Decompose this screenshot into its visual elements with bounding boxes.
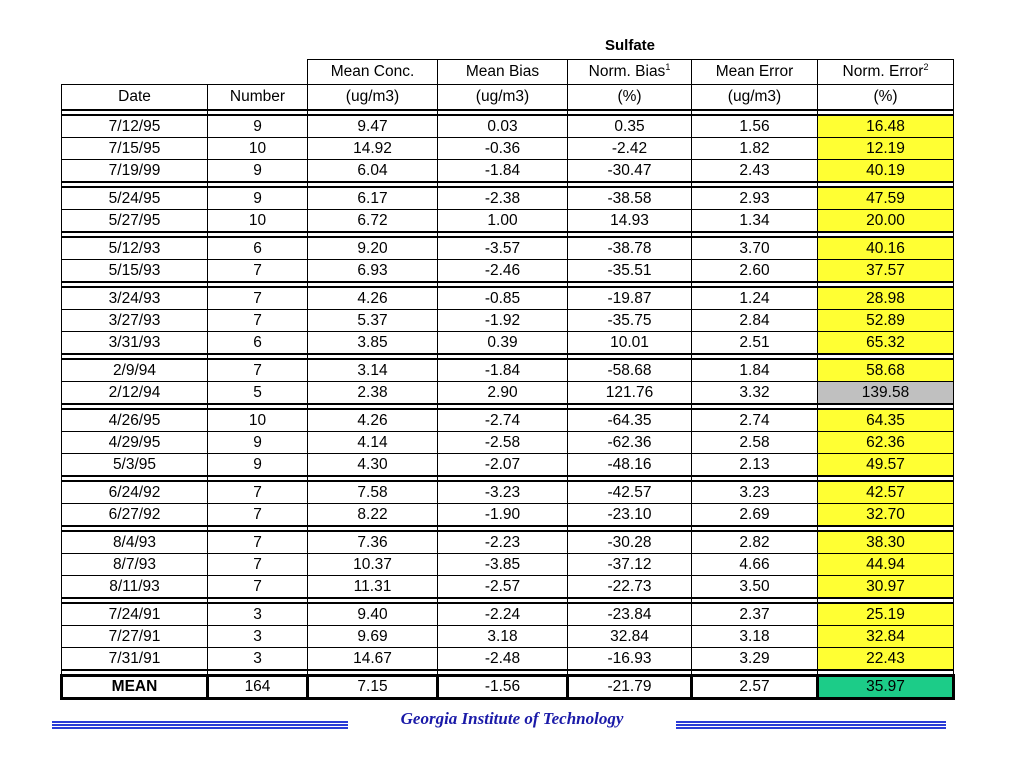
cell-mean-bias: -1.90 xyxy=(438,504,568,527)
cell-mean-error: 2.43 xyxy=(692,160,818,183)
cell-mean-error: 3.70 xyxy=(692,237,818,260)
cell-mean-conc: 7.58 xyxy=(308,481,438,504)
mean-mean-error: 2.57 xyxy=(692,676,818,699)
table-row xyxy=(62,454,954,477)
cell-mean-conc: 4.14 xyxy=(308,432,438,454)
footer-left-rule xyxy=(52,721,348,729)
cell-mean-conc: 7.36 xyxy=(308,531,438,554)
table-row xyxy=(62,554,954,576)
cell-norm-error: 28.98 xyxy=(818,287,954,310)
cell-mean-conc: 3.85 xyxy=(308,332,438,355)
cell-date: 7/15/95 xyxy=(62,138,208,160)
table-row xyxy=(62,576,954,599)
header-row-labels xyxy=(62,60,954,85)
cell-mean-error: 2.60 xyxy=(692,260,818,283)
cell-date: 3/31/93 xyxy=(62,332,208,355)
cell-mean-conc: 9.47 xyxy=(308,115,438,138)
table-row xyxy=(62,310,954,332)
cell-norm-bias: 121.76 xyxy=(568,382,692,405)
cell-date: 3/27/93 xyxy=(62,310,208,332)
cell-mean-conc: 2.38 xyxy=(308,382,438,405)
header-norm-error xyxy=(818,60,954,85)
header-mean-error: Mean Error xyxy=(692,60,818,85)
header-unit-mean-bias: (ug/m3) xyxy=(438,85,568,111)
cell-mean-conc: 6.17 xyxy=(308,187,438,210)
cell-mean-error: 2.74 xyxy=(692,409,818,432)
cell-date: 7/31/91 xyxy=(62,648,208,671)
cell-date: 5/3/95 xyxy=(62,454,208,477)
cell-norm-error: 40.19 xyxy=(818,160,954,183)
cell-norm-bias: -37.12 xyxy=(568,554,692,576)
cell-date: 8/7/93 xyxy=(62,554,208,576)
cell-date: 5/15/93 xyxy=(62,260,208,283)
cell-mean-error: 1.84 xyxy=(692,359,818,382)
cell-norm-bias: -48.16 xyxy=(568,454,692,477)
cell-date: 8/11/93 xyxy=(62,576,208,599)
cell-mean-bias: -1.84 xyxy=(438,160,568,183)
cell-mean-conc: 4.30 xyxy=(308,454,438,477)
cell-number: 7 xyxy=(208,554,308,576)
table-title: Sulfate xyxy=(604,37,655,54)
table-row xyxy=(62,531,954,554)
cell-mean-bias: -2.38 xyxy=(438,187,568,210)
cell-norm-error: 139.58 xyxy=(818,382,954,405)
cell-date: 5/24/95 xyxy=(62,187,208,210)
cell-date: 2/9/94 xyxy=(62,359,208,382)
cell-norm-error: 32.70 xyxy=(818,504,954,527)
cell-mean-bias: -2.07 xyxy=(438,454,568,477)
cell-mean-error: 3.32 xyxy=(692,382,818,405)
cell-norm-error: 25.19 xyxy=(818,603,954,626)
header-mean-bias: Mean Bias xyxy=(438,60,568,85)
cell-norm-bias: 32.84 xyxy=(568,626,692,648)
table-row xyxy=(62,648,954,671)
cell-mean-bias: -2.58 xyxy=(438,432,568,454)
cell-number: 10 xyxy=(208,138,308,160)
cell-mean-bias: -3.57 xyxy=(438,237,568,260)
table-row xyxy=(62,382,954,405)
table-row xyxy=(62,160,954,183)
cell-number: 7 xyxy=(208,287,308,310)
cell-mean-error: 2.13 xyxy=(692,454,818,477)
cell-mean-error: 2.93 xyxy=(692,187,818,210)
cell-norm-error: 52.89 xyxy=(818,310,954,332)
cell-date: 2/12/94 xyxy=(62,382,208,405)
cell-mean-error: 1.24 xyxy=(692,287,818,310)
cell-mean-bias: 1.00 xyxy=(438,210,568,233)
cell-number: 7 xyxy=(208,481,308,504)
cell-norm-bias: -38.78 xyxy=(568,237,692,260)
cell-number: 7 xyxy=(208,531,308,554)
cell-mean-conc: 6.72 xyxy=(308,210,438,233)
table-row xyxy=(62,260,954,283)
cell-mean-error: 3.23 xyxy=(692,481,818,504)
table-row xyxy=(62,187,954,210)
cell-mean-error: 1.56 xyxy=(692,115,818,138)
cell-mean-error: 2.84 xyxy=(692,310,818,332)
cell-mean-conc: 9.69 xyxy=(308,626,438,648)
cell-mean-conc: 9.20 xyxy=(308,237,438,260)
cell-norm-bias: -22.73 xyxy=(568,576,692,599)
cell-norm-error: 22.43 xyxy=(818,648,954,671)
cell-number: 7 xyxy=(208,310,308,332)
cell-norm-error: 40.16 xyxy=(818,237,954,260)
cell-mean-bias: -3.23 xyxy=(438,481,568,504)
cell-number: 9 xyxy=(208,115,308,138)
cell-number: 10 xyxy=(208,210,308,233)
mean-number: 164 xyxy=(208,676,308,699)
cell-mean-conc: 10.37 xyxy=(308,554,438,576)
cell-number: 10 xyxy=(208,409,308,432)
cell-mean-error: 2.82 xyxy=(692,531,818,554)
cell-date: 6/27/92 xyxy=(62,504,208,527)
table-row xyxy=(62,237,954,260)
mean-norm-bias: -21.79 xyxy=(568,676,692,699)
header-unit-mean-error: (ug/m3) xyxy=(692,85,818,111)
header-unit-number: Number xyxy=(208,85,308,111)
cell-norm-bias: 10.01 xyxy=(568,332,692,355)
cell-date: 6/24/92 xyxy=(62,481,208,504)
cell-norm-bias: -2.42 xyxy=(568,138,692,160)
header-unit-norm-bias: (%) xyxy=(568,85,692,111)
cell-mean-bias: -0.85 xyxy=(438,287,568,310)
cell-date: 7/12/95 xyxy=(62,115,208,138)
header-label: Norm. Error xyxy=(842,63,924,80)
cell-mean-bias: -0.36 xyxy=(438,138,568,160)
table-row xyxy=(62,626,954,648)
cell-norm-error: 49.57 xyxy=(818,454,954,477)
cell-mean-bias: 3.18 xyxy=(438,626,568,648)
cell-norm-bias: -38.58 xyxy=(568,187,692,210)
cell-norm-bias: -42.57 xyxy=(568,481,692,504)
cell-mean-bias: 0.39 xyxy=(438,332,568,355)
cell-date: 8/4/93 xyxy=(62,531,208,554)
cell-mean-bias: -2.23 xyxy=(438,531,568,554)
cell-norm-error: 62.36 xyxy=(818,432,954,454)
header-unit-mean-conc: (ug/m3) xyxy=(308,85,438,111)
table-row xyxy=(62,481,954,504)
cell-norm-error: 42.57 xyxy=(818,481,954,504)
cell-mean-conc: 6.04 xyxy=(308,160,438,183)
cell-number: 3 xyxy=(208,648,308,671)
cell-mean-bias: -2.57 xyxy=(438,576,568,599)
cell-mean-conc: 9.40 xyxy=(308,603,438,626)
cell-mean-bias: 2.90 xyxy=(438,382,568,405)
cell-date: 5/27/95 xyxy=(62,210,208,233)
footer-institution: Georgia Institute of Technology xyxy=(400,709,624,728)
mean-row xyxy=(62,676,954,699)
cell-number: 3 xyxy=(208,603,308,626)
cell-norm-bias: -35.51 xyxy=(568,260,692,283)
cell-number: 6 xyxy=(208,332,308,355)
table-row xyxy=(62,359,954,382)
cell-mean-bias: -2.74 xyxy=(438,409,568,432)
cell-norm-bias: 0.35 xyxy=(568,115,692,138)
cell-number: 9 xyxy=(208,454,308,477)
mean-date: MEAN xyxy=(62,676,208,699)
cell-mean-error: 4.66 xyxy=(692,554,818,576)
cell-norm-bias: -30.28 xyxy=(568,531,692,554)
cell-mean-conc: 6.93 xyxy=(308,260,438,283)
header-unit-date: Date xyxy=(62,85,208,111)
cell-mean-error: 3.50 xyxy=(692,576,818,599)
cell-mean-bias: -1.84 xyxy=(438,359,568,382)
header-mean-conc: Mean Conc. xyxy=(308,60,438,85)
cell-mean-error: 1.34 xyxy=(692,210,818,233)
cell-mean-error: 2.58 xyxy=(692,432,818,454)
cell-norm-error: 38.30 xyxy=(818,531,954,554)
cell-mean-error: 1.82 xyxy=(692,138,818,160)
cell-number: 7 xyxy=(208,504,308,527)
cell-norm-error: 47.59 xyxy=(818,187,954,210)
table-row xyxy=(62,432,954,454)
cell-mean-conc: 11.31 xyxy=(308,576,438,599)
cell-mean-bias: 0.03 xyxy=(438,115,568,138)
header-label: Norm. Bias xyxy=(588,63,666,80)
header-number xyxy=(208,60,308,85)
cell-mean-conc: 4.26 xyxy=(308,409,438,432)
cell-norm-bias: -58.68 xyxy=(568,359,692,382)
cell-mean-error: 3.29 xyxy=(692,648,818,671)
mean-mean-conc: 7.15 xyxy=(308,676,438,699)
cell-mean-conc: 3.14 xyxy=(308,359,438,382)
cell-number: 3 xyxy=(208,626,308,648)
cell-date: 3/24/93 xyxy=(62,287,208,310)
cell-date: 5/12/93 xyxy=(62,237,208,260)
cell-number: 7 xyxy=(208,260,308,283)
cell-number: 9 xyxy=(208,187,308,210)
cell-norm-error: 30.97 xyxy=(818,576,954,599)
cell-norm-error: 20.00 xyxy=(818,210,954,233)
cell-number: 9 xyxy=(208,432,308,454)
cell-date: 7/27/91 xyxy=(62,626,208,648)
cell-number: 7 xyxy=(208,359,308,382)
cell-number: 9 xyxy=(208,160,308,183)
header-unit-norm-error: (%) xyxy=(818,85,954,111)
table-row xyxy=(62,138,954,160)
cell-norm-bias: -35.75 xyxy=(568,310,692,332)
header-date xyxy=(62,60,208,85)
cell-norm-error: 32.84 xyxy=(818,626,954,648)
cell-mean-error: 3.18 xyxy=(692,626,818,648)
mean-norm-error: 35.97 xyxy=(818,676,954,699)
mean-mean-bias: -1.56 xyxy=(438,676,568,699)
cell-norm-bias: 14.93 xyxy=(568,210,692,233)
cell-date: 7/19/99 xyxy=(62,160,208,183)
cell-norm-error: 64.35 xyxy=(818,409,954,432)
cell-mean-bias: -2.48 xyxy=(438,648,568,671)
table-row xyxy=(62,504,954,527)
cell-date: 4/29/95 xyxy=(62,432,208,454)
cell-mean-conc: 5.37 xyxy=(308,310,438,332)
cell-norm-bias: -62.36 xyxy=(568,432,692,454)
cell-date: 7/24/91 xyxy=(62,603,208,626)
cell-number: 6 xyxy=(208,237,308,260)
cell-mean-conc: 4.26 xyxy=(308,287,438,310)
cell-norm-bias: -64.35 xyxy=(568,409,692,432)
cell-norm-bias: -16.93 xyxy=(568,648,692,671)
footer-right-rule xyxy=(676,721,946,729)
cell-norm-error: 58.68 xyxy=(818,359,954,382)
header-row-units xyxy=(62,85,954,111)
cell-norm-error: 44.94 xyxy=(818,554,954,576)
cell-norm-error: 65.32 xyxy=(818,332,954,355)
cell-mean-bias: -2.24 xyxy=(438,603,568,626)
cell-mean-conc: 8.22 xyxy=(308,504,438,527)
cell-norm-bias: -30.47 xyxy=(568,160,692,183)
cell-norm-error: 12.19 xyxy=(818,138,954,160)
cell-mean-error: 2.37 xyxy=(692,603,818,626)
sulfate-statistics-table xyxy=(60,59,955,700)
cell-mean-bias: -2.46 xyxy=(438,260,568,283)
cell-norm-error: 37.57 xyxy=(818,260,954,283)
footnote-marker: 2 xyxy=(923,62,929,72)
cell-norm-bias: -23.84 xyxy=(568,603,692,626)
table-row xyxy=(62,287,954,310)
header-norm-bias xyxy=(568,60,692,85)
cell-mean-error: 2.69 xyxy=(692,504,818,527)
cell-norm-bias: -19.87 xyxy=(568,287,692,310)
cell-mean-error: 2.51 xyxy=(692,332,818,355)
table-row xyxy=(62,332,954,355)
cell-number: 5 xyxy=(208,382,308,405)
cell-number: 7 xyxy=(208,576,308,599)
cell-date: 4/26/95 xyxy=(62,409,208,432)
cell-mean-bias: -3.85 xyxy=(438,554,568,576)
table-row xyxy=(62,603,954,626)
cell-mean-bias: -1.92 xyxy=(438,310,568,332)
cell-mean-conc: 14.92 xyxy=(308,138,438,160)
cell-mean-conc: 14.67 xyxy=(308,648,438,671)
cell-norm-error: 16.48 xyxy=(818,115,954,138)
table-row xyxy=(62,115,954,138)
table-row xyxy=(62,409,954,432)
footnote-marker: 1 xyxy=(665,62,671,72)
cell-norm-bias: -23.10 xyxy=(568,504,692,527)
table-row xyxy=(62,210,954,233)
